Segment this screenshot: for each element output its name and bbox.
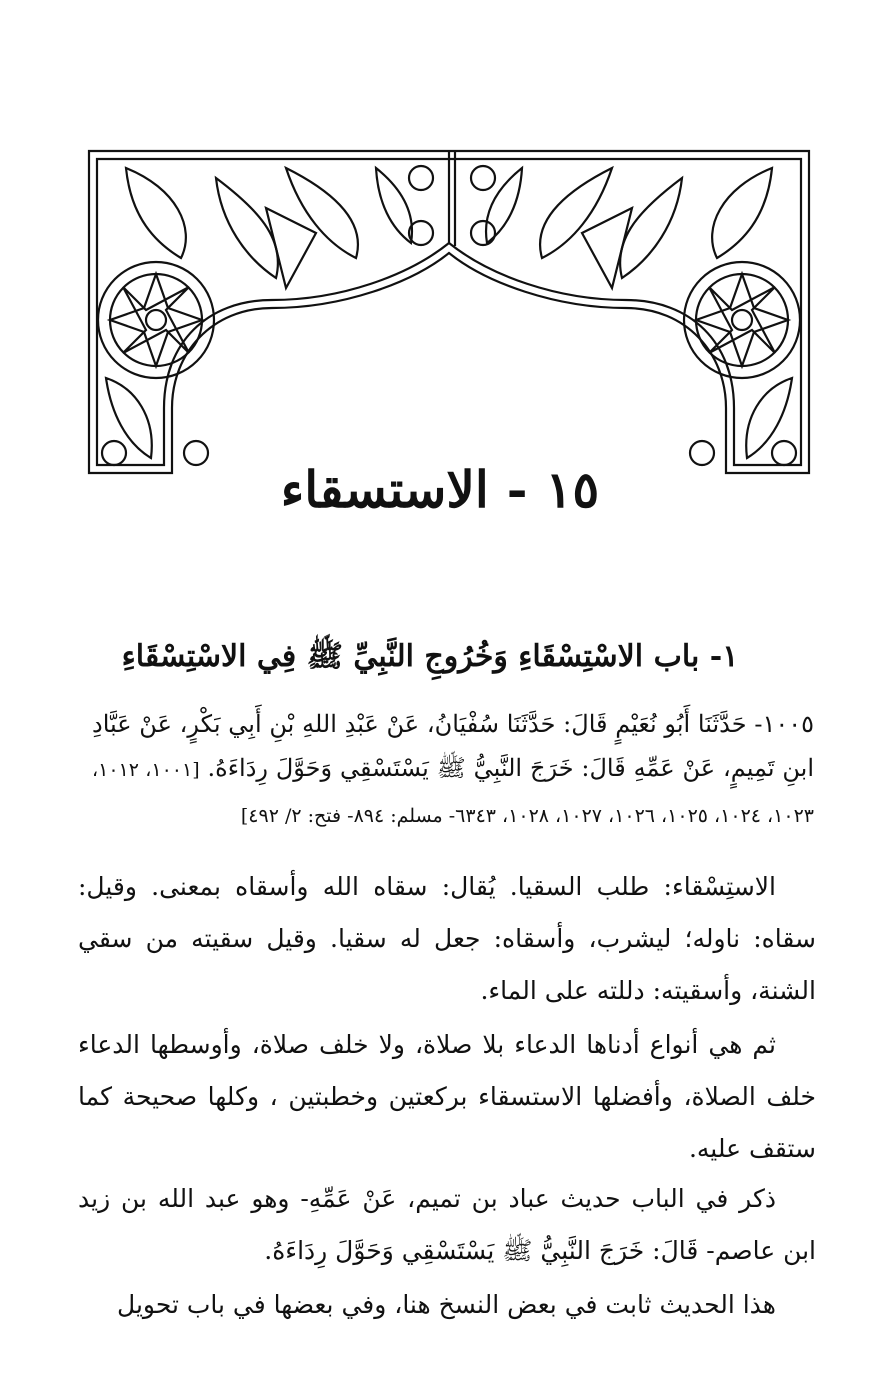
hadith-reference: [١٠٠١، ١٠١٢، ١٠٢٣، ١٠٢٤، ١٠٢٥، ١٠٢٦، ١٠٢٧، ١٠٢٨، ٦٣٤٣- مسلم: ٨٩٤- فتح: ٢/ ٤٩٢] (92, 759, 814, 827)
commentary-paragraph: الاستِسْقاء: طلب السقيا. يُقال: سقاه الله وأسقاه بمعنى. وقيل: سقاه: ناوله؛ ليشرب، وأسقاه: جعل له سقيا. وقيل سقيته من سقي الشنة، وأسقيته: دللته على الماء. (78, 872, 816, 1005)
chapter-title: الاستسقاء (280, 460, 489, 519)
hadith-block (92, 702, 814, 838)
hadith-text: ١٠٠٥- حَدَّثَنَا أَبُو نُعَيْمٍ قَالَ: حَدَّثَنَا سُفْيَانُ، عَنْ عَبْدِ اللهِ بْنِ أَبِي بَكْرٍ، عَنْ عَبَّادِ ابنِ تَمِيمٍ، عَنْ عَمِّهِ قَالَ: خَرَجَ النَّبِيُّ ﷺ يَسْتَسْقِي وَحَوَّلَ رِدَاءَهُ. (92, 710, 815, 782)
arch-ornament (86, 148, 812, 488)
chapter-separator: - (506, 460, 528, 519)
chapter-number: ١٥ (545, 460, 600, 519)
commentary-paragraph: ذكر في الباب حديث عباد بن تميم، عَنْ عَمِّهِ- وهو عبد الله بن زيد ابن عاصم- قَالَ: خَرَجَ النَّبِيُّ ﷺ يَسْتَسْقِي وَحَوَّلَ رِدَاءَهُ. (78, 1184, 816, 1265)
chapter-heading (250, 450, 630, 530)
commentary-paragraph: ثم هي أنواع أدناها الدعاء بلا صلاة، ولا خلف صلاة، وأوسطها الدعاء خلف الصلاة، وأفضلها الاستسقاء بركعتين وخطبتين ، وكلها صحيحة كما ستقف عليه. (78, 1030, 816, 1163)
section-title: ١- باب الاسْتِسْقَاءِ وَخُرُوجِ النَّبِيِّ ﷺ فِي الاسْتِسْقَاءِ (121, 639, 739, 674)
commentary-paragraph: هذا الحديث ثابت في بعض النسخ هنا، وفي بعضها في باب تحويل (117, 1290, 776, 1319)
